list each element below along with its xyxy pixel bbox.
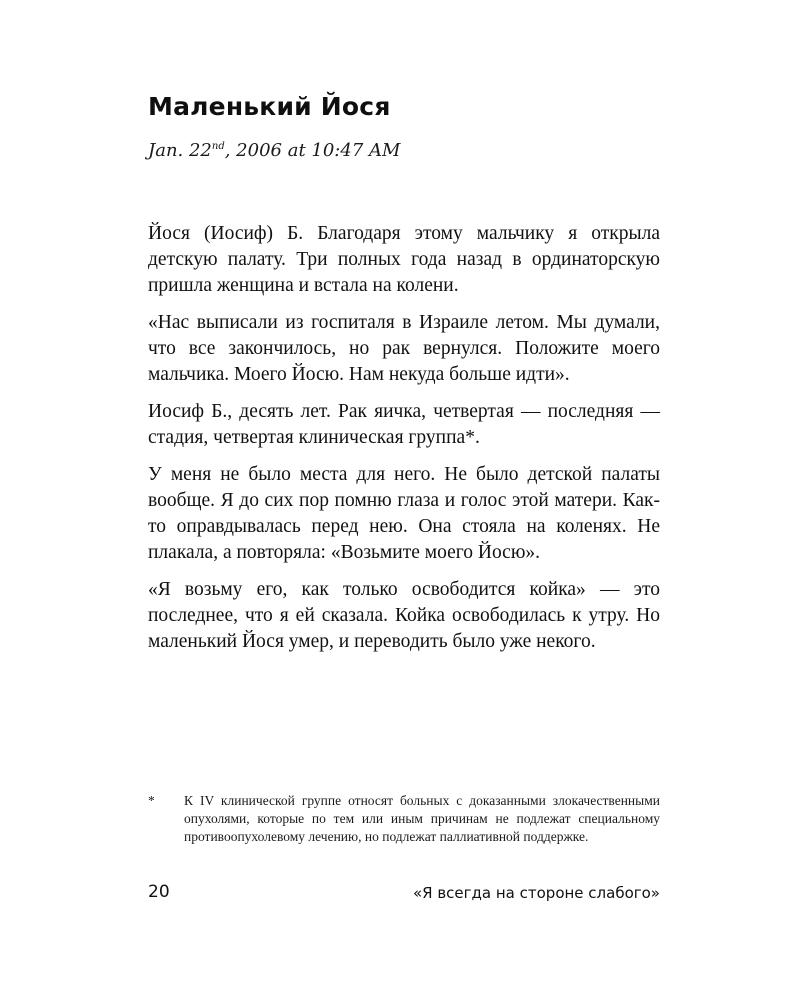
date-rest: , 2006 at 10:47 AM [224, 140, 401, 161]
date-prefix: Jan. 22 [148, 140, 212, 161]
paragraph: У меня не было места для него. Не было детской палаты вообще. Я до сих пор помню глаза и голос этой матери. Как-то оправдывалась перед нею. Она стояла на коленях. Не плакала, а повторяла: «Возьмите моего Йосю». [148, 464, 660, 563]
page-title: Маленький Йося [148, 92, 391, 121]
page-number: 20 [148, 882, 170, 902]
paragraph: «Нас выписали из госпиталя в Израиле летом. Мы думали, что все закончилось, но рак вернулся. Положите моего мальчика. Моего Йосю. Нам некуда больше идти». [148, 312, 660, 385]
book-page [148, 0, 660, 1000]
running-title: «Я всегда на стороне слабого» [412, 884, 660, 902]
date-ordinal-suffix: nd [211, 141, 225, 152]
paragraph: Йося (Иосиф) Б. Благодаря этому мальчику я открыла детскую палату. Три полных года назад в ординаторскую пришла женщина и встала на колени. [148, 223, 660, 296]
footnote-text: К IV клинической группе относят больных с доказанными злокачественными опухолями, которые по тем или иным причинам не подлежат специальному противоопухолевому лечению, но подлежат паллиативной поддержке. [184, 793, 660, 844]
post-date [148, 140, 400, 161]
article-body [148, 221, 660, 666]
paragraph: Иосиф Б., десять лет. Рак яичка, четвертая — последняя — стадия, четвертая клиническая группа*. [148, 401, 660, 448]
paragraph: «Я возьму его, как только освободится койка» — это последнее, что я ей сказала. Койка освободилась к утру. Но маленький Йося умер, и переводить было уже некого. [148, 579, 660, 652]
footnote-mark: * [148, 793, 155, 808]
footnote [148, 792, 660, 846]
